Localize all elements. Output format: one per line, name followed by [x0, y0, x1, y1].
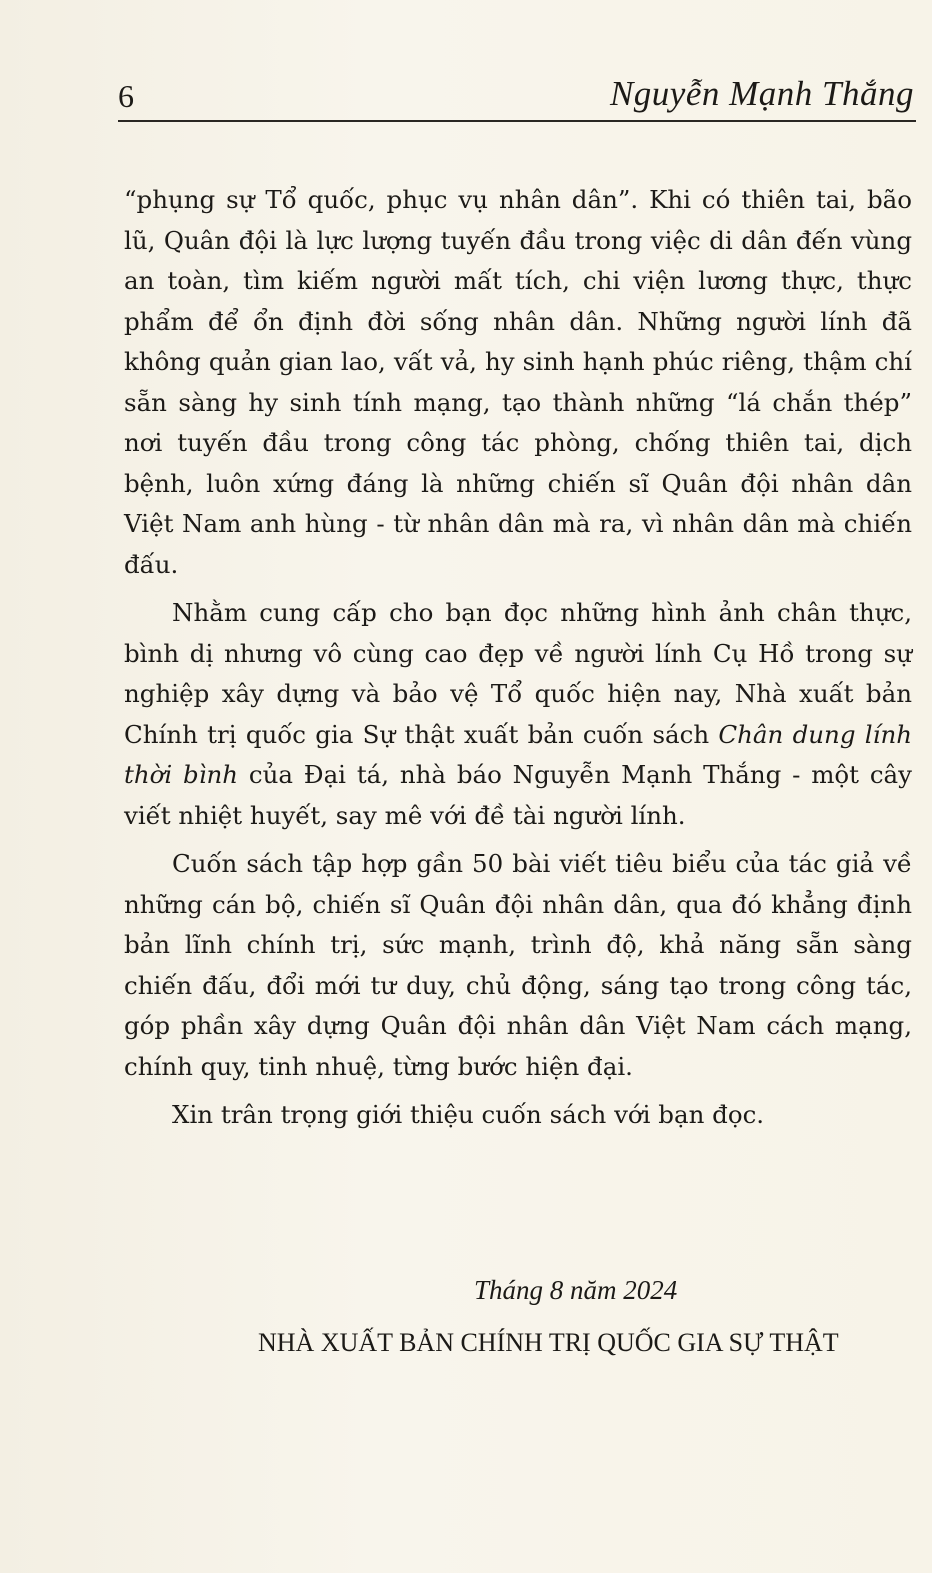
book-title: Chân dung lính thời bình	[124, 719, 913, 789]
author-name: Nguyễn Mạnh Thắng	[609, 74, 914, 113]
body-text	[124, 180, 912, 1136]
paragraph-1: “phụng sự Tổ quốc, phục vụ nhân dân”. Khi có thiên tai, bão lũ, Quân đội là lực lượng tuyến đầu trong việc di dân đến vùng an toàn, tìm kiếm người mất tích, chi viện lương thực, thực phẩm để ổn định đời sống nhân dân. Những người lính đã không quản gian lao, vất vả, hy sinh hạnh phúc riêng, thậm chí sẵn sàng hy sinh tính mạng, tạo thành những “lá chắn thép” nơi tuyến đầu trong công tác phòng, chống thiên tai, dịch bệnh, luôn xứng đáng là những chiến sĩ Quân đội nhân dân Việt Nam anh hùng - từ nhân dân mà ra, vì nhân dân mà chiến đấu.	[124, 185, 912, 579]
publisher-name: NHÀ XUẤT BẢN CHÍNH TRỊ QUỐC GIA SỰ THẬT	[258, 1328, 839, 1357]
page-number: 6	[118, 78, 134, 114]
paragraph-2-start: Nhằm cung cấp cho bạn đọc những hình ảnh chân thực, bình dị nhưng vô cùng cao đẹp về người lính Cụ Hồ trong sự nghiệp xây dựng và bảo vệ Tổ quốc hiện nay, Nhà xuất bản Chính trị quốc gia Sự thật xuất bản cuốn sách	[124, 598, 912, 749]
date-line: Tháng 8 năm 2024	[474, 1275, 678, 1305]
header-rule	[118, 120, 916, 122]
paragraph-3: Cuốn sách tập hợp gần 50 bài viết tiêu biểu của tác giả về những cán bộ, chiến sĩ Quân đội nhân dân, qua đó khẳng định bản lĩnh chính trị, sức mạnh, trình độ, khả năng sẵn sàng chiến đấu, đổi mới tư duy, chủ động, sáng tạo trong công tác, góp phần xây dựng Quân đội nhân dân Việt Nam cách mạng, chính quy, tinh nhuệ, từng bước hiện đại.	[124, 849, 912, 1081]
running-header	[118, 66, 916, 122]
paragraph-4: Xin trân trọng giới thiệu cuốn sách với bạn đọc.	[172, 1100, 765, 1129]
paragraph-2	[124, 593, 912, 836]
paragraph-2-end: của Đại tá, nhà báo Nguyễn Mạnh Thắng - một cây viết nhiệt huyết, say mê với đề tài người lính.	[124, 760, 912, 830]
